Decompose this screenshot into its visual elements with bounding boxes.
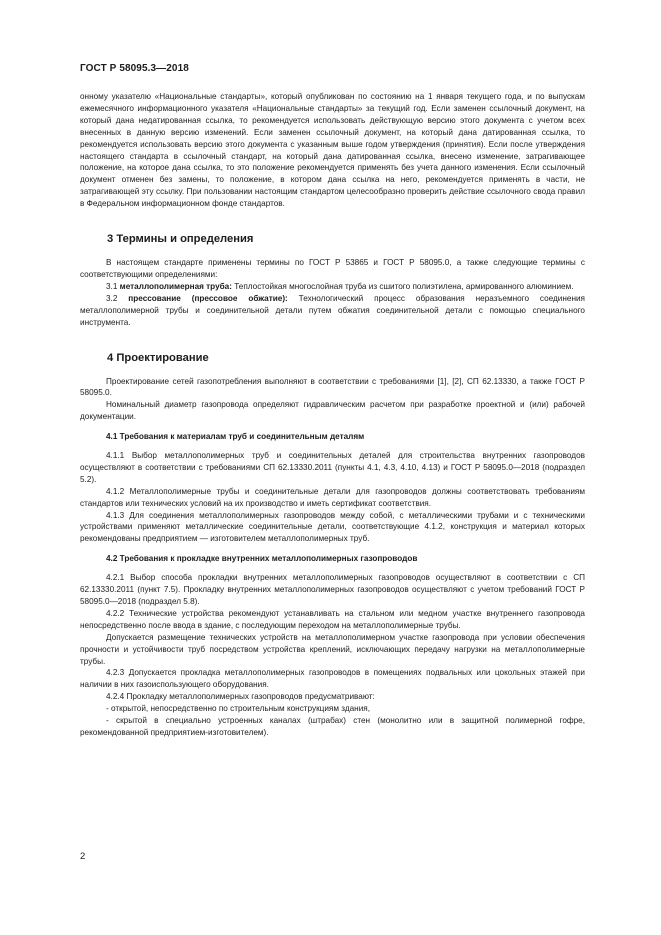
subsection-4-2-heading: 4.2 Требования к прокладке внутренних металлополимерных газопроводов	[106, 554, 418, 564]
clause-4-2-4: 4.2.4 Прокладку металлополимерных газопроводов предусматривают:	[106, 692, 375, 702]
page-number: 2	[80, 851, 86, 862]
section-4-paragraph-2: Номинальный диаметр газопровода определяют гидравлическим расчетом при разработке проектной и (или) рабочей документации.	[80, 400, 585, 422]
intro-paragraph: онному указателю «Национальные стандарты», который опубликован по состоянию на 1 января текущего года, и по выпускам ежемесячного информационного указателя «Национальные стандарты» за текущий год. Если заменен ссылочный документ, на который дана недатированная ссылка, то рекомендуется использовать действующую версию этого документа с учетом всех внесенных в данную версию изменений. Если заменен ссылочный документ, на который дана датированная ссылка, то рекомендуется использовать версию этого документа с указанным выше годом утверждения (принятия). Если после утверждения настоящего стандарта в ссылочный стандарт, на который дана датированная ссылка, внесено изменение, затрагивающее положение, на которое дана ссылка, то это положение рекомендуется применять без учета данного изменения. Если ссылочный документ отменен без замены, то положение, в котором дана ссылка на него, рекомендуется применять в части, не затрагивающей эту ссылку. При пользовании настоящим стандартом целесообразно проверить действие ссылочного свода правил в Федеральном информационном фонде стандартов.	[80, 92, 585, 209]
section-3-paragraph: В настоящем стандарте применены термины по ГОСТ Р 53865 и ГОСТ Р 58095.0, а также следующие термины с соответствующими определениями:	[80, 258, 585, 279]
clause-4-2-2: 4.2.2 Технические устройства рекомендуют устанавливать на стальном или медном участке внутреннего газопровода непосредственно после ввода в здание, с последующим переходом на металлополимерные трубы.	[80, 608, 585, 630]
subsection-4-1-heading: 4.1 Требования к материалам труб и соединительным деталям	[106, 432, 365, 442]
page-body	[80, 91, 585, 739]
term-name: прессование (прессовое обжатие):	[128, 293, 288, 303]
clause-4-1-3: 4.1.3 Для соединения металлополимерных газопроводов между собой, с металлическими трубами и с техническими устройствами применяют металлические соединительные детали, соответствующие 4.1.2, конструкция и материал которых рекомендованы предприятием — изготовителем металлополимерных труб.	[80, 510, 585, 544]
clause-4-2-3: 4.2.3 Допускается прокладка металлополимерных газопроводов в помещениях подвальных или цокольных этажей при наличии в них газоиспользующего оборудования.	[80, 668, 585, 690]
term-definition: Технологический процесс образования неразъемного соединения металлополимерной трубы и соединительной детали путем обжатия соединительной детали с помощью специального инструмента.	[80, 293, 585, 327]
section-4-heading: 4 Проектирование	[107, 351, 209, 364]
term-3-2	[80, 293, 585, 329]
term-name: металлополимерная труба:	[119, 281, 232, 291]
term-definition: Теплостойкая многослойная труба из сшитого полиэтилена, армированного алюминием.	[231, 281, 574, 291]
document-header: ГОСТ Р 58095.3—2018	[80, 63, 189, 74]
list-item: - открытой, непосредственно по строительным конструкциям здания,	[106, 704, 370, 714]
term-number: 3.1	[106, 281, 120, 291]
clause-4-1-1: 4.1.1 Выбор металлополимерных труб и соединительных деталей для строительства внутренних газопроводов осуществляют в соответствии с требованиями СП 62.13330.2011 (пункты 4.1, 4.3, 4.10, 4.13) и ГОСТ Р 58095.0—2018 (подраздел 5.2).	[80, 451, 585, 484]
list-item: - скрытой в специально устроенных каналах (штрабах) стен (монолитно или в защитной полимерной гофре, рекомендованной предприятием-изготовителем).	[80, 716, 585, 737]
section-3-heading: 3 Термины и определения	[107, 233, 254, 246]
term-number: 3.2	[106, 293, 129, 303]
clause-4-2-2-continued: Допускается размещение технических устройств на металлополимерном участке газопровода при условии обеспечения прочности и устойчивости труб посредством устройства креплений, исключающих передачу нагрузки на металлополимерные трубы.	[80, 632, 585, 666]
clause-4-1-2: 4.1.2 Металлополимерные трубы и соединительные детали для газопроводов должны соответствовать требованиям стандартов или технических условий на их производство и иметь сертификат соответствия.	[80, 486, 585, 508]
clause-4-2-1: 4.2.1 Выбор способа прокладки внутренних металлополимерных газопроводов осуществляют в соответствии с СП 62.13330.2011 (пункт 7.5). Прокладку внутренних металлополимерных газопроводов осуществляют с учетом требований ГОСТ Р 58095.0—2018 (подраздел 5.8).	[80, 573, 585, 606]
section-4-paragraph-1: Проектирование сетей газопотребления выполняют в соответствии с требованиями [1], [2], СП 62.13330, а также ГОСТ Р 58095.0.	[80, 376, 585, 398]
term-3-1	[80, 281, 585, 293]
